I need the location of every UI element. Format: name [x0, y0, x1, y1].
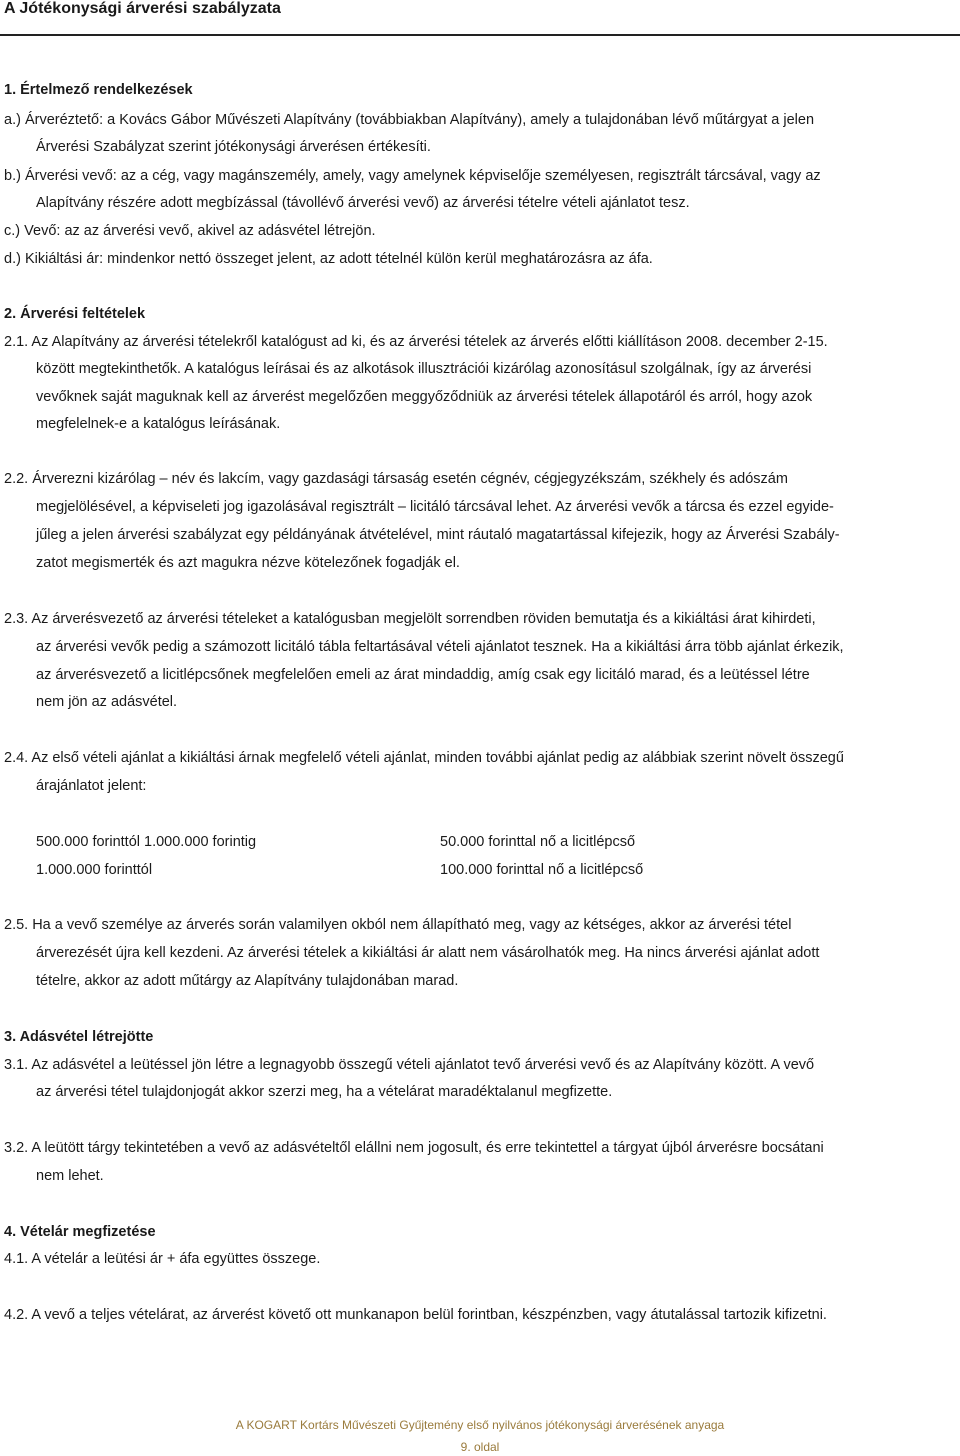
- paragraph-2-4-line-1: 2.4. Az első vételi ajánlat a kikiáltási árnak megfelelő vételi ajánlat, minden további ajánlat pedig az alábbiak szerint növelt összegű: [4, 750, 844, 766]
- definition-b-line-1: b.) Árverési vevő: az a cég, vagy magánszemély, amely, vagy amelynek képviselője személyesen, regisztrált tárcsával, vagy az: [4, 168, 821, 184]
- paragraph-2-1-line-4: megfelelnek-e a katalógus leírásának.: [36, 416, 281, 432]
- paragraph-3-1-line-2: az árverési tétel tulajdonjogát akkor szerzi meg, ha a vételárat maradéktalanul megfizette.: [36, 1084, 613, 1100]
- bid-step-range-1: 500.000 forinttól 1.000.000 forintig: [36, 834, 257, 850]
- section-heading-3: 3. Adásvétel létrejötte: [4, 1029, 154, 1045]
- paragraph-3-2-line-2: nem lehet.: [36, 1168, 104, 1184]
- section-heading-1: 1. Értelmező rendelkezések: [4, 82, 193, 98]
- paragraph-2-2-line-3: jűleg a jelen árverési szabályzat egy példányának átvételével, mint ráutaló magatartással kifejezik, hogy az Árverési Szabály-: [36, 527, 840, 543]
- paragraph-2-1-line-2: között megtekinthetők. A katalógus leírásai és az alkotások illusztrációi kizárólag azonosításul szolgálnak, így az árverési: [36, 361, 812, 377]
- paragraph-2-2-line-1: 2.2. Árverezni kizárólag – név és lakcím, vagy gazdasági társaság esetén cégnév, cégjegyzékszám, székhely és adószám: [4, 471, 788, 487]
- definition-b-line-2: Alapítvány részére adott megbízással (távollévő árverési vevő) az árverési tételre vételi ajánlatot tesz.: [36, 195, 690, 211]
- paragraph-2-3-line-3: az árverésvezető a licitlépcsőnek megfelelően emeli az árat mindaddig, amíg csak egy licitáló marad, és a leütéssel létre: [36, 667, 810, 683]
- paragraph-4-1: 4.1. A vételár a leütési ár + áfa együttes összege.: [4, 1251, 321, 1267]
- section-heading-2: 2. Árverési feltételek: [4, 306, 146, 322]
- section-heading-4: 4. Vételár megfizetése: [4, 1224, 156, 1240]
- bid-step-increment-2: 100.000 forinttal nő a licitlépcső: [440, 862, 644, 878]
- paragraph-2-5-line-3: tételre, akkor az adott műtárgy az Alapítvány tulajdonában marad.: [36, 973, 459, 989]
- paragraph-2-2-line-2: megjelölésével, a képviseleti jog igazolásával regisztrált – licitáló tárcsával lehet. Az árverési vevők a tárcsa és ezzel egyide-: [36, 499, 834, 515]
- paragraph-2-3-line-4: nem jön az adásvétel.: [36, 694, 178, 710]
- paragraph-4-2: 4.2. A vevő a teljes vételárat, az árverést követő ott munkanapon belül forintban, készpénzben, vagy átutalással tartozik kifizetni.: [4, 1307, 827, 1323]
- paragraph-2-5-line-1: 2.5. Ha a vevő személye az árverés során valamilyen okból nem állapítható meg, vagy az kétséges, akkor az árverési tétel: [4, 917, 792, 933]
- definition-c: c.) Vevő: az az árverési vevő, akivel az adásvétel létrejön.: [4, 223, 376, 239]
- paragraph-3-1-line-1: 3.1. Az adásvétel a leütéssel jön létre a legnagyobb összegű vételi ajánlatot tevő árverési vevő és az Alapítvány között. A vevő: [4, 1057, 815, 1073]
- document-title: A Jótékonysági árverési szabályzata: [4, 0, 281, 17]
- footer-caption: A KOGART Kortárs Művészeti Gyűjtemény első nyilvános jótékonysági árverésének anyaga: [235, 1418, 725, 1432]
- bid-step-increment-1: 50.000 forinttal nő a licitlépcső: [440, 834, 636, 850]
- paragraph-2-3-line-1: 2.3. Az árverésvezető az árverési tételeket a katalógusban megjelölt sorrendben röviden bemutatja és a kikiáltási árat kihirdeti,: [4, 611, 816, 627]
- paragraph-2-4-line-2: árajánlatot jelent:: [36, 778, 147, 794]
- page-number: 9. oldal: [460, 1440, 500, 1454]
- page-header: [0, 0, 960, 36]
- paragraph-2-2-line-4: zatot megismerték és azt magukra nézve kötelezőnek fogadják el.: [36, 555, 460, 571]
- paragraph-2-1-line-3: vevőknek saját maguknak kell az árverést megelőzően meggyőződniük az árverési tételek állapotáról és arról, hogy azok: [36, 389, 813, 405]
- definition-a-line-1: a.) Árveréztető: a Kovács Gábor Művészeti Alapítvány (továbbiakban Alapítvány), amely a tulajdonában lévő műtárgyat a jelen: [4, 112, 815, 128]
- paragraph-3-2-line-1: 3.2. A leütött tárgy tekintetében a vevő az adásvételtől elállni nem jogosult, és erre tekintettel a tárgyat újból árverésre bocsátani: [4, 1140, 824, 1156]
- paragraph-2-5-line-2: árverezését újra kell kezdeni. Az árverési tételek a kikiáltási ár alatt nem vásárolhatók meg. Ha nincs árverési ajánlat adott: [36, 945, 820, 961]
- paragraph-2-3-line-2: az árverési vevők pedig a számozott licitáló tábla feltartásával vételi ajánlatot tesznek. Ha a kikiáltási árra több ajánlat érkezik,: [36, 639, 844, 655]
- paragraph-2-1-line-1: 2.1. Az Alapítvány az árverési tételekről katalógust ad ki, és az árverési tételek az árverés előtti kiállításon 2008. december 2-15.: [4, 334, 828, 350]
- bid-step-range-2: 1.000.000 forinttól: [36, 862, 153, 878]
- definition-d: d.) Kikiáltási ár: mindenkor nettó összeget jelent, az adott tételnél külön kerül meghatározásra az áfa.: [4, 251, 653, 267]
- definition-a-line-2: Árverési Szabályzat szerint jótékonysági árverésen értékesíti.: [36, 139, 431, 155]
